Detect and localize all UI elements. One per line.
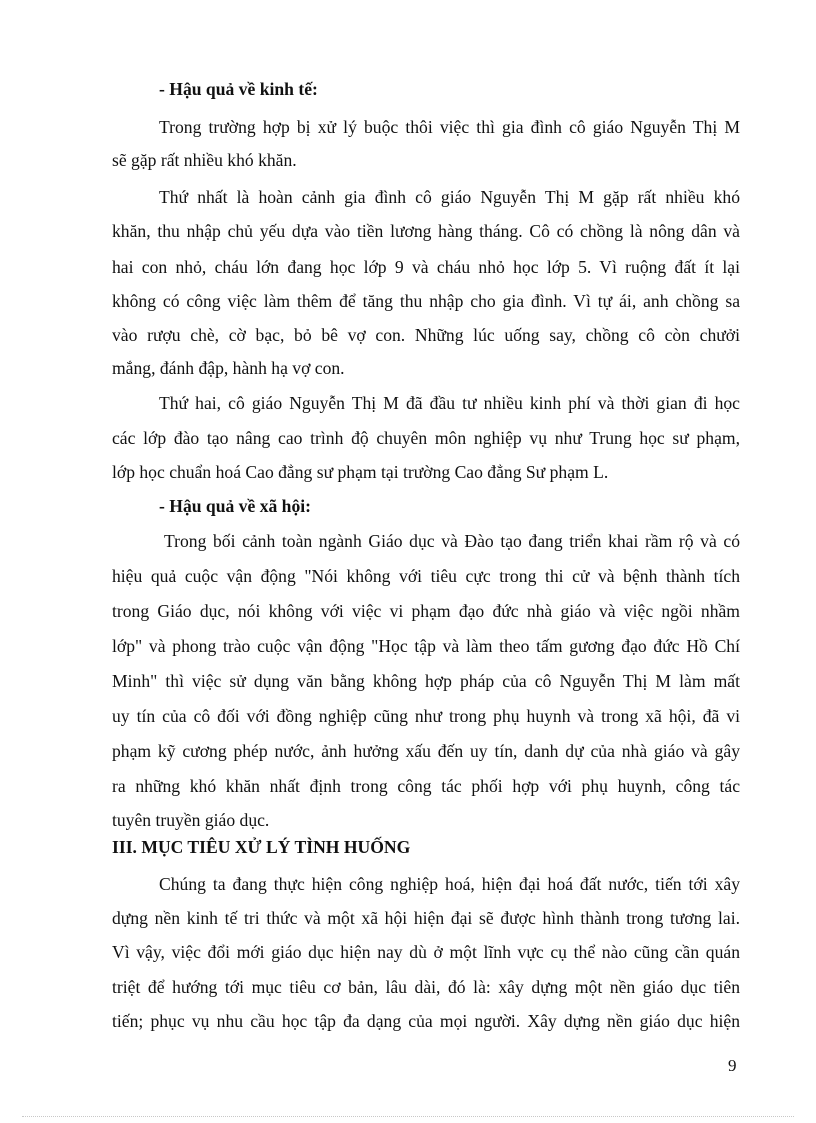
text-line: lớp học chuẩn hoá Cao đẳng sư phạm tại trường Cao đẳng Sư phạm L. <box>112 462 609 482</box>
bottom-rule <box>22 1116 794 1117</box>
text-line: Minh" thì việc sử dụng văn bằng không hợp pháp của cô Nguyễn Thị M làm mất <box>112 671 740 691</box>
text-line: không có công việc làm thêm để tăng thu nhập cho gia đình. Vì tự ái, anh chồng sa <box>112 291 740 311</box>
text-line: tuyên truyền giáo dục. <box>112 810 270 830</box>
text-line: triệt để hướng tới mục tiêu cơ bản, lâu dài, đó là: xây dựng một nền giáo dục tiên <box>112 977 740 997</box>
text-line: các lớp đào tạo nâng cao trình độ chuyên môn nghiệp vụ như Trung học sư phạm, <box>112 428 740 448</box>
text-line: Thứ nhất là hoàn cảnh gia đình cô giáo Nguyễn Thị M gặp rất nhiều khó <box>159 187 740 207</box>
text-line: Chúng ta đang thực hiện công nghiệp hoá, hiện đại hoá đất nước, tiến tới xây <box>159 874 740 894</box>
text-line: hiệu quả cuộc vận động "Nói không với tiêu cực trong thi cử và bệnh thành tích <box>112 566 740 586</box>
text-line: uy tín của cô đối với đồng nghiệp cũng như trong phụ huynh và trong xã hội, đã vi <box>112 706 740 726</box>
text-line: khăn, thu nhập chủ yếu dựa vào tiền lương hàng tháng. Cô có chồng là nông dân và <box>112 221 740 241</box>
text-line: Vì vậy, việc đổi mới giáo dục hiện nay dù ở một lĩnh vực cụ thể nào cũng cần quán <box>112 942 740 962</box>
text-line: phạm kỹ cương phép nước, ảnh hưởng xấu đến uy tín, danh dự của nhà giáo và gây <box>112 741 740 761</box>
text-line: hai con nhỏ, cháu lớn đang học lớp 9 và cháu nhỏ học lớp 5. Vì ruộng đất ít lại <box>112 257 740 277</box>
section-heading: - Hậu quả về kinh tế: <box>159 79 318 99</box>
text-line: sẽ gặp rất nhiều khó khăn. <box>112 150 297 170</box>
text-line: tiến; phục vụ nhu cầu học tập đa dạng của mọi người. Xây dựng nền giáo dục hiện <box>112 1011 740 1031</box>
text-line: dựng nền kinh tế tri thức và một xã hội hiện đại sẽ được hình thành trong tương lai. <box>112 908 740 928</box>
section-heading: III. MỤC TIÊU XỬ LÝ TÌNH HUỐNG <box>112 837 411 857</box>
text-line: ra những khó khăn nhất định trong công tác phối hợp với phụ huynh, công tác <box>112 776 740 796</box>
section-heading: - Hậu quả về xã hội: <box>159 496 312 516</box>
text-line: mắng, đánh đập, hành hạ vợ con. <box>112 358 345 378</box>
text-line: lớp" và phong trào cuộc vận động "Học tập và làm theo tấm gương đạo đức Hồ Chí <box>112 636 740 656</box>
text-line: Thứ hai, cô giáo Nguyễn Thị M đã đầu tư nhiều kinh phí và thời gian đi học <box>159 393 740 413</box>
text-line: Trong bối cảnh toàn ngành Giáo dục và Đào tạo đang triển khai rầm rộ và có <box>164 531 740 551</box>
text-line: vào rượu chè, cờ bạc, bỏ bê vợ con. Những lúc uống say, chồng cô còn chưởi <box>112 325 740 345</box>
text-line: Trong trường hợp bị xử lý buộc thôi việc thì gia đình cô giáo Nguyễn Thị M <box>159 117 740 137</box>
page-number: 9 <box>728 1056 737 1075</box>
text-line: trong Giáo dục, nói không với việc vi phạm đạo đức nhà giáo và việc ngồi nhầm <box>112 601 740 621</box>
